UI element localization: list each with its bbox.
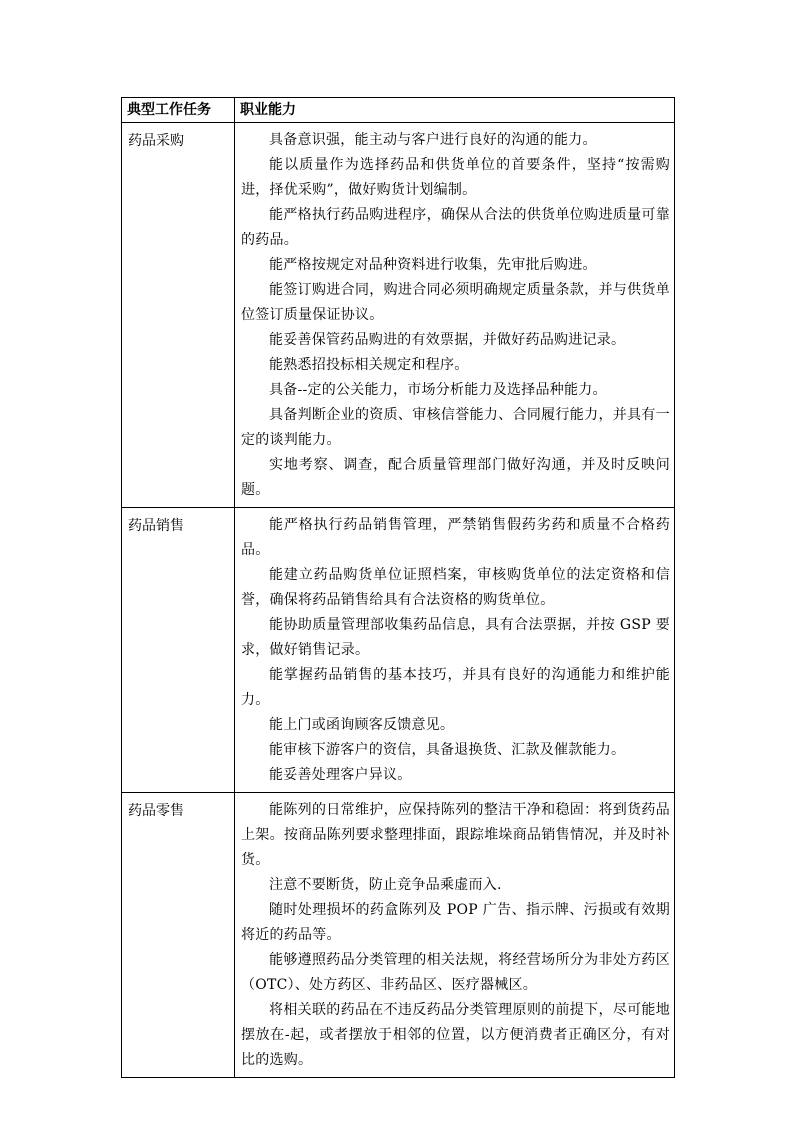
task-procurement: 药品采购 <box>122 123 235 508</box>
ability-item: 能严格执行药品销售管理，严禁销售假药劣药和质量不合格药品。 <box>241 517 670 558</box>
header-ability: 职业能力 <box>235 98 675 123</box>
task-retail: 药品零售 <box>122 793 235 1078</box>
ability-item: 能签订购进合同，购进合同必须明确规定质量条款，并与供货单位签订质量保证协议。 <box>241 282 670 323</box>
ability-item: 能严格执行药品购进程序，确保从合法的供货单位购进质量可靠的药品。 <box>241 207 670 248</box>
ability-item: 能上门或函询顾客反馈意见。 <box>269 717 455 733</box>
table-row-retail <box>122 793 675 1078</box>
table-row-sales <box>122 508 675 793</box>
ability-item: 将相关联的药品在不违反药品分类管理原则的前提下，尽可能地摆放在-起，或者摆放于相邻的位置，以方便消费者正确区分，有对比的选购。 <box>241 1002 670 1068</box>
ability-item: 能审核下游客户的资信，具备退换货、汇款及催款能力。 <box>269 742 626 758</box>
abilities-procurement <box>235 123 675 508</box>
abilities-retail <box>235 793 675 1078</box>
ability-item: 能熟悉招投标相关规定和程序。 <box>269 357 469 373</box>
task-sales: 药品销售 <box>122 508 235 793</box>
ability-item: 具备判断企业的资质、审核信誉能力、合同履行能力，并具有一定的谈判能力。 <box>241 407 670 448</box>
ability-item: 能掌握药品销售的基本技巧，并具有良好的沟通能力和维护能力。 <box>241 667 670 708</box>
ability-item: 能妥善保管药品购进的有效票据，并做好药品购进记录。 <box>269 332 626 348</box>
ability-item: 注意不要断货，防止竞争品乘虚而入. <box>269 877 502 893</box>
ability-item: 能陈列的日常维护，应保持陈列的整洁干净和稳固：将到货药品上架。按商品陈列要求整理排面，跟踪堆垛商品销售情况，并及时补货。 <box>241 802 670 868</box>
table-row-procurement <box>122 123 675 508</box>
ability-item: 能严格按规定对品种资料进行收集，先审批后购进。 <box>269 257 597 273</box>
ability-item: 能协助质量管理部收集药品信息，具有合法票据，并按 GSP 要求，做好销售记录。 <box>241 617 670 658</box>
ability-item: 能够遵照药品分类管理的相关法规，将经营场所分为非处方药区（OTC）、处方药区、非药品区、医疗器械区。 <box>241 952 670 993</box>
ability-item: 实地考察、调查，配合质量管理部门做好沟通，并及时反映问题。 <box>241 457 670 498</box>
competency-table <box>121 97 675 1078</box>
ability-item: 具备--定的公关能力，市场分析能力及选择品种能力。 <box>269 382 607 398</box>
ability-item: 能以质量作为选择药品和供货单位的首要条件，坚持“按需购进，择优采购”，做好购货计划编制。 <box>241 157 670 198</box>
header-task: 典型工作任务 <box>122 98 235 123</box>
ability-item: 能建立药品购货单位证照档案，审核购货单位的法定资格和信誉，确保将药品销售给具有合法资格的购货单位。 <box>241 567 670 608</box>
abilities-sales <box>235 508 675 793</box>
ability-item: 能妥善处理客户异议。 <box>269 767 412 783</box>
ability-item: 随时处理损坏的药盒陈列及 POP 广告、指示牌、污损或有效期将近的药品等。 <box>241 902 670 943</box>
table-header-row <box>122 98 675 123</box>
ability-item: 具备意识强，能主动与客户进行良好的沟通的能力。 <box>269 132 597 148</box>
